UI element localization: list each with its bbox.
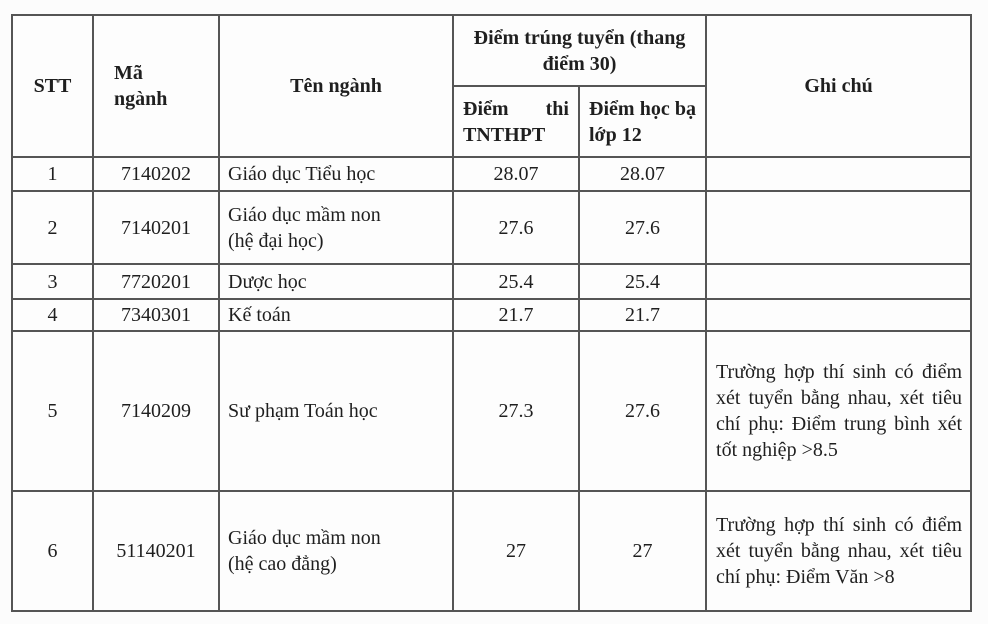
header-exam-score: Điểm thi TNTHPT xyxy=(453,86,579,157)
major-name-cell: Sư phạm Toán học xyxy=(219,331,453,491)
major-code-cell: 51140201 xyxy=(93,491,219,611)
major-name-cell: Giáo dục mầm non (hệ cao đẳng) xyxy=(219,491,453,611)
table-row xyxy=(12,331,971,491)
header-major-name: Tên ngành xyxy=(219,15,453,157)
header-major-code: Mã ngành xyxy=(93,15,219,157)
transcript-score-cell: 27.6 xyxy=(579,331,706,491)
major-code-cell: 7140202 xyxy=(93,157,219,191)
stt-cell: 5 xyxy=(12,331,93,491)
exam-score-cell: 28.07 xyxy=(453,157,579,191)
note-cell: Trường hợp thí sinh có điểm xét tuyển bằng nhau, xét tiêu chí phụ: Điểm trung bình xét tốt nghiệp >8.5 xyxy=(706,331,971,491)
table-header xyxy=(12,15,971,157)
table-row xyxy=(12,191,971,264)
note-cell xyxy=(706,299,971,331)
note-cell xyxy=(706,157,971,191)
major-name-cell: Dược học xyxy=(219,264,453,299)
transcript-score-cell: 27.6 xyxy=(579,191,706,264)
transcript-score-cell: 27 xyxy=(579,491,706,611)
exam-score-cell: 25.4 xyxy=(453,264,579,299)
major-name-cell: Kế toán xyxy=(219,299,453,331)
table-row xyxy=(12,491,971,611)
table-row xyxy=(12,299,971,331)
transcript-score-cell: 25.4 xyxy=(579,264,706,299)
note-cell xyxy=(706,191,971,264)
stt-cell: 2 xyxy=(12,191,93,264)
header-transcript-score: Điểm học bạ lớp 12 xyxy=(579,86,706,157)
exam-score-cell: 27.6 xyxy=(453,191,579,264)
header-admission-score-group: Điểm trúng tuyển (thang điểm 30) xyxy=(453,15,706,86)
major-code-cell: 7140201 xyxy=(93,191,219,264)
major-code-cell: 7720201 xyxy=(93,264,219,299)
exam-score-cell: 27 xyxy=(453,491,579,611)
admission-scores-table xyxy=(11,14,972,612)
major-code-cell: 7340301 xyxy=(93,299,219,331)
header-row-top xyxy=(12,15,971,86)
header-note: Ghi chú xyxy=(706,15,971,157)
transcript-score-cell: 21.7 xyxy=(579,299,706,331)
major-name-cell: Giáo dục mầm non (hệ đại học) xyxy=(219,191,453,264)
header-stt: STT xyxy=(12,15,93,157)
stt-cell: 3 xyxy=(12,264,93,299)
note-cell xyxy=(706,264,971,299)
stt-cell: 1 xyxy=(12,157,93,191)
table-row xyxy=(12,264,971,299)
major-name-cell: Giáo dục Tiểu học xyxy=(219,157,453,191)
stt-cell: 4 xyxy=(12,299,93,331)
exam-score-cell: 27.3 xyxy=(453,331,579,491)
table-body xyxy=(12,157,971,611)
stt-cell: 6 xyxy=(12,491,93,611)
table-row xyxy=(12,157,971,191)
transcript-score-cell: 28.07 xyxy=(579,157,706,191)
exam-score-cell: 21.7 xyxy=(453,299,579,331)
note-cell: Trường hợp thí sinh có điểm xét tuyển bằng nhau, xét tiêu chí phụ: Điểm Văn >8 xyxy=(706,491,971,611)
major-code-cell: 7140209 xyxy=(93,331,219,491)
